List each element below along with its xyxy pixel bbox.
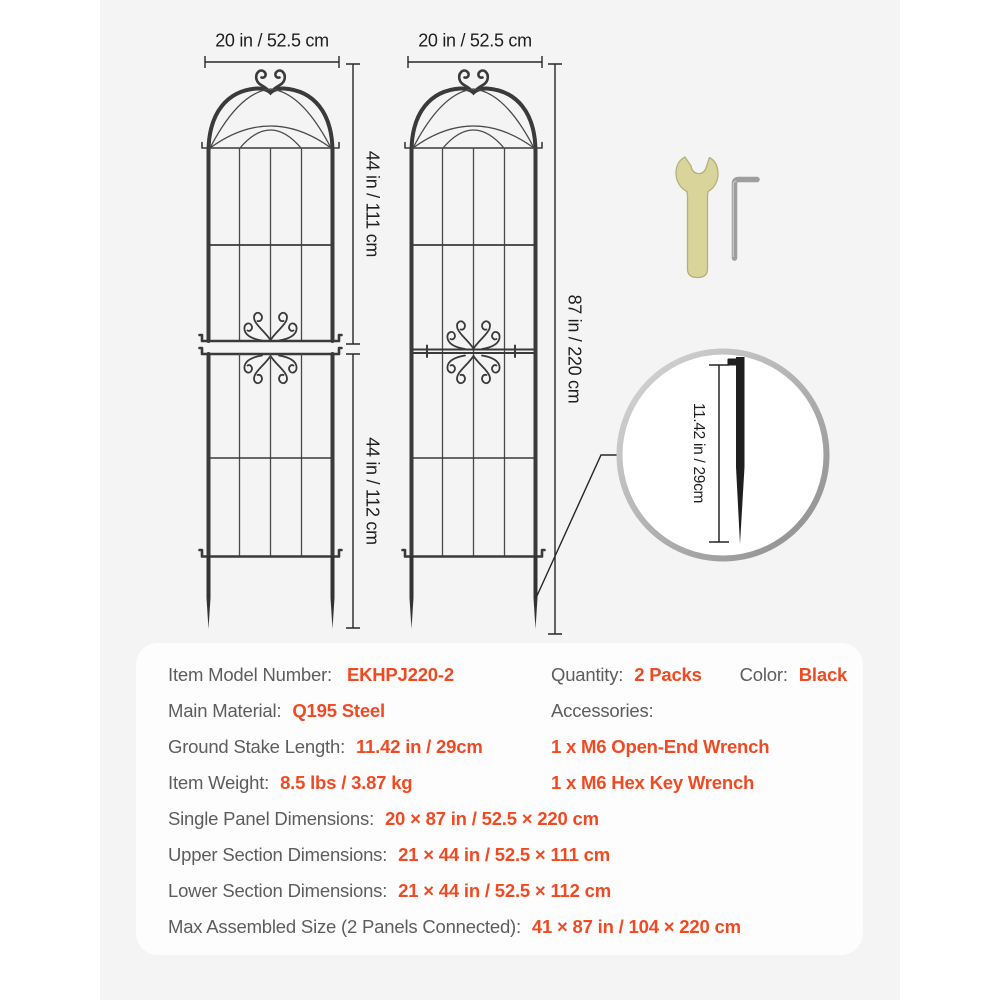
material-label: Main Material: [168, 700, 282, 721]
panel2-width-dimension-line [408, 56, 542, 68]
weight-value: 8.5 lbs / 3.87 kg [280, 772, 413, 793]
accessories-label: Accessories: [551, 700, 654, 721]
spec-row-max-assembled [168, 915, 741, 939]
stake-length-spec-value: 11.42 in / 29cm [355, 736, 483, 757]
stake-length-label: 11.42 in / 29cm [690, 402, 707, 504]
spec-row-lower-section [168, 879, 611, 903]
spec-row-quantity-color [551, 663, 847, 687]
panel2-height-label: 87 in / 220 cm [564, 294, 585, 404]
stake-length-spec-label: Ground Stake Length: [168, 736, 346, 757]
spec-row-model [168, 663, 454, 687]
spec-row-accessories [551, 699, 653, 723]
upper-section-value: 21 × 44 in / 52.5 × 111 cm [398, 844, 610, 865]
trellis-panel-1 [200, 71, 342, 629]
panel1-upper-height-label: 44 in / 111 cm [362, 150, 383, 258]
spec-row-stake-length [168, 735, 483, 759]
trellis-panel-2 [403, 71, 545, 629]
spec-row-weight [168, 771, 412, 795]
spec-row-upper-section [168, 843, 610, 867]
lower-section-value: 21 × 44 in / 52.5 × 112 cm [398, 880, 611, 901]
panel1-width-label: 20 in / 52.5 cm [215, 30, 329, 51]
panel1-lower-height-dimension-line [346, 354, 360, 628]
panel2-width-label: 20 in / 52.5 cm [418, 30, 532, 51]
trellis-panel-1-lower-section [200, 348, 342, 629]
upper-section-label: Upper Section Dimensions: [168, 844, 388, 865]
accessory-1-value: 1 x M6 Open-End Wrench [551, 736, 770, 757]
spec-row-material [168, 699, 385, 723]
panel1-lower-height-label: 44 in / 112 cm [362, 437, 383, 545]
ground-stakes [207, 556, 335, 629]
max-assembled-value: 41 × 87 in / 104 × 220 cm [531, 916, 741, 937]
max-assembled-label: Max Assembled Size (2 Panels Connected): [168, 916, 521, 937]
trellis-panel-1-upper-section [200, 71, 342, 341]
quantity-label: Quantity: [551, 664, 624, 685]
single-panel-value: 20 × 87 in / 52.5 × 220 cm [384, 808, 599, 829]
spec-row-single-panel [168, 807, 599, 831]
lower-section-label: Lower Section Dimensions: [168, 880, 388, 901]
weight-label: Item Weight: [168, 772, 270, 793]
color-value: Black [798, 664, 848, 685]
model-value: EKHPJ220-2 [346, 664, 454, 685]
hex-key-icon [733, 180, 757, 259]
ground-stakes [410, 556, 538, 629]
accessory-2-value: 1 x M6 Hex Key Wrench [551, 772, 755, 793]
material-value: Q195 Steel [292, 700, 385, 721]
single-panel-label: Single Panel Dimensions: [168, 808, 375, 829]
panel1-upper-height-dimension-line [346, 64, 360, 344]
open-end-wrench-icon [676, 157, 718, 278]
quantity-value: 2 Packs [634, 664, 702, 685]
callout-leader-line [536, 455, 619, 598]
panel2-height-dimension-line [548, 64, 562, 634]
panel1-width-dimension-line [205, 56, 339, 68]
model-label: Item Model Number: [168, 664, 332, 685]
spec-row-accessory-2 [551, 771, 754, 795]
color-label: Color: [739, 664, 788, 685]
stake-callout-circle [620, 352, 827, 559]
spec-panel [136, 643, 863, 955]
spec-row-accessory-1 [551, 735, 769, 759]
